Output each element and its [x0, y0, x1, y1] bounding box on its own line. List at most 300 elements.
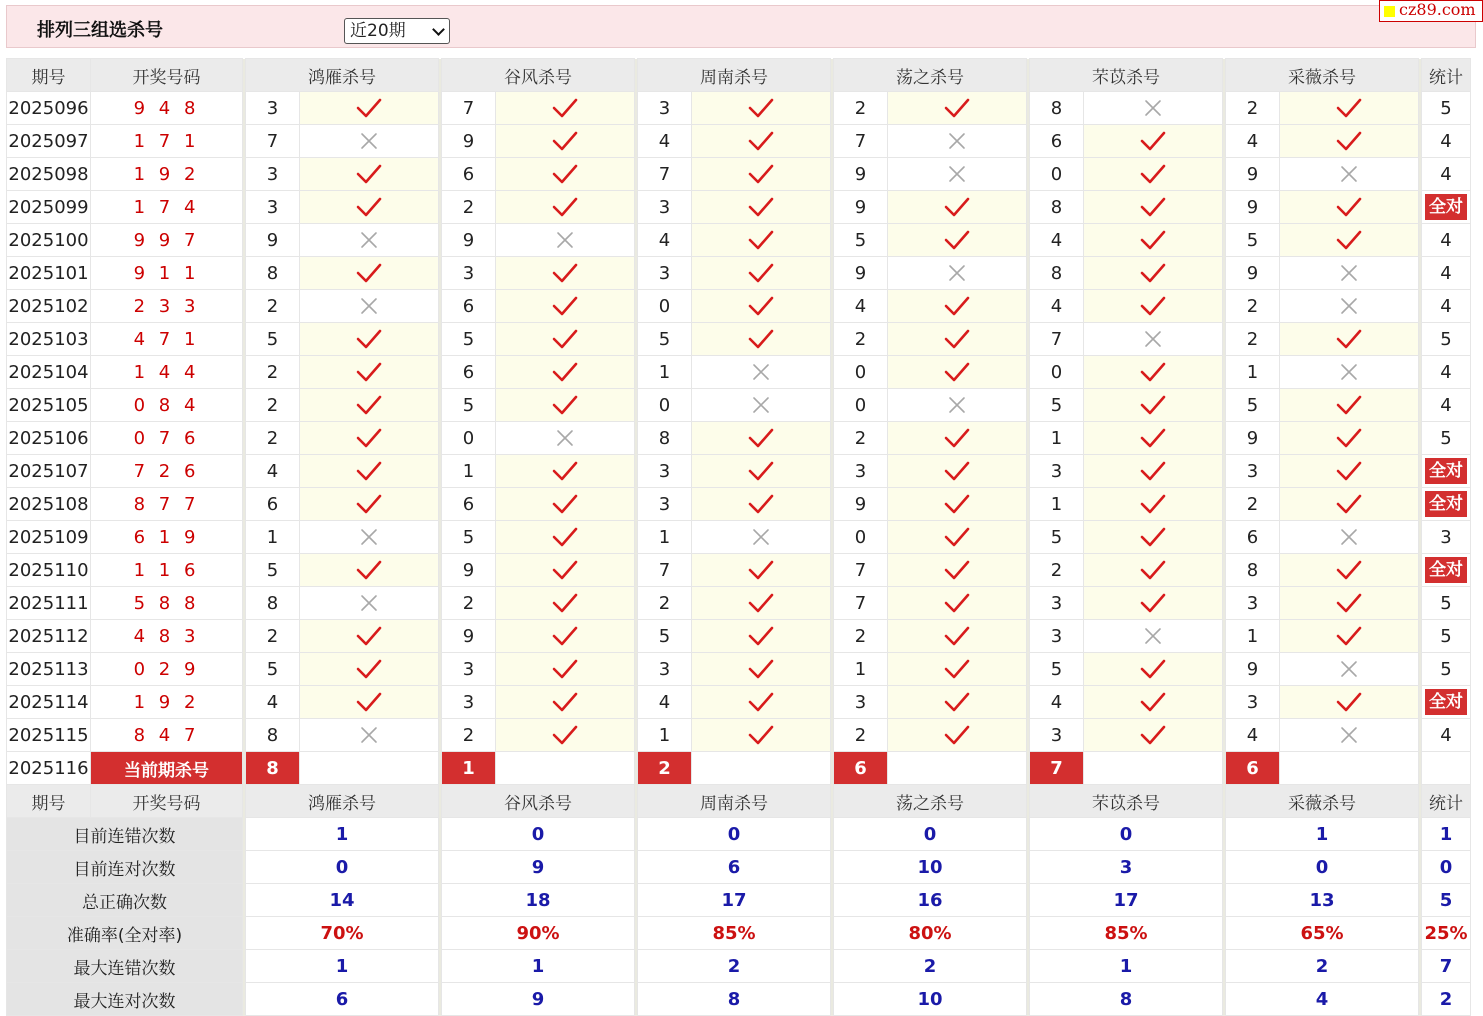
- check-icon: [888, 493, 1026, 515]
- kill-digit-cell: 6: [1226, 521, 1280, 554]
- col-header-number: 开奖号码: [91, 59, 243, 92]
- draw-number-cell: 4 8 3: [91, 620, 243, 653]
- draw-number-cell: 0 8 4: [91, 389, 243, 422]
- table-row: [7, 290, 1471, 323]
- result-cell-wrong: [1084, 620, 1223, 653]
- kill-digit-cell: 2: [638, 587, 692, 620]
- check-icon: [1280, 460, 1418, 482]
- result-cell-correct: [496, 521, 635, 554]
- col-header-expert: 鸿雁杀号: [246, 59, 439, 92]
- cross-icon: [496, 230, 634, 250]
- cross-icon: [300, 527, 438, 547]
- check-icon: [888, 328, 1026, 350]
- summary-value: 0: [246, 851, 439, 884]
- current-issue-row: [7, 752, 1471, 785]
- cross-icon: [1280, 263, 1418, 283]
- title-bar: [6, 5, 1476, 48]
- result-cell-correct: [888, 554, 1027, 587]
- kill-digit-cell: 5: [1226, 224, 1280, 257]
- result-cell-wrong: [888, 389, 1027, 422]
- check-icon: [300, 460, 438, 482]
- kill-digit-cell: 2: [1226, 290, 1280, 323]
- kill-digit-cell: 6: [246, 488, 300, 521]
- result-cell-correct: [1084, 653, 1223, 686]
- issue-cell: 2025107: [7, 455, 91, 488]
- check-icon: [496, 196, 634, 218]
- issue-cell: 2025102: [7, 290, 91, 323]
- check-icon: [496, 361, 634, 383]
- check-icon: [888, 559, 1026, 581]
- logo-square-icon: [1384, 6, 1395, 17]
- kill-digit-cell: 6: [442, 356, 496, 389]
- kill-number-table: [6, 58, 1471, 1016]
- issue-cell: 2025112: [7, 620, 91, 653]
- table-row: [7, 125, 1471, 158]
- summary-stat: 2: [1422, 983, 1471, 1016]
- kill-digit-cell: 4: [1030, 224, 1084, 257]
- kill-digit-cell: 9: [834, 488, 888, 521]
- result-cell-correct: [300, 455, 439, 488]
- result-cell-correct: [496, 257, 635, 290]
- kill-digit-cell: 3: [638, 653, 692, 686]
- result-cell-correct: [496, 356, 635, 389]
- result-cell-correct: [692, 422, 831, 455]
- summary-row: [7, 950, 1471, 983]
- check-icon: [496, 130, 634, 152]
- kill-digit-cell: 2: [246, 422, 300, 455]
- cross-icon: [1280, 296, 1418, 316]
- result-cell-correct: [692, 587, 831, 620]
- current-kill-digit: 8: [246, 752, 300, 785]
- draw-number-cell: 8 4 7: [91, 719, 243, 752]
- check-icon: [1084, 559, 1222, 581]
- stat-cell: 4: [1422, 389, 1471, 422]
- kill-digit-cell: 2: [246, 356, 300, 389]
- result-cell-wrong: [300, 125, 439, 158]
- issue-cell: 2025105: [7, 389, 91, 422]
- issue-cell: 2025098: [7, 158, 91, 191]
- kill-digit-cell: 3: [246, 92, 300, 125]
- result-cell-correct: [1084, 521, 1223, 554]
- period-select-value: 近20期: [350, 21, 406, 41]
- kill-digit-cell: 8: [638, 422, 692, 455]
- kill-digit-cell: 4: [834, 290, 888, 323]
- check-icon: [496, 163, 634, 185]
- result-cell-correct: [692, 224, 831, 257]
- check-icon: [300, 163, 438, 185]
- stat-cell: 5: [1422, 323, 1471, 356]
- all-correct-badge: 全对: [1425, 557, 1467, 583]
- check-icon: [692, 592, 830, 614]
- check-icon: [1280, 592, 1418, 614]
- result-cell-correct: [888, 92, 1027, 125]
- summary-value: 10: [834, 983, 1027, 1016]
- header-row: [7, 785, 1471, 818]
- summary-row: [7, 917, 1471, 950]
- kill-digit-cell: 3: [638, 191, 692, 224]
- current-result-empty: [300, 752, 439, 785]
- result-cell-correct: [1280, 422, 1419, 455]
- result-cell-correct: [496, 125, 635, 158]
- table-row: [7, 224, 1471, 257]
- table-row: [7, 653, 1471, 686]
- draw-number-cell: 6 1 9: [91, 521, 243, 554]
- cross-icon: [300, 131, 438, 151]
- check-icon: [1084, 361, 1222, 383]
- summary-label: 最大连错次数: [7, 950, 243, 983]
- result-cell-correct: [1280, 92, 1419, 125]
- issue-cell: 2025114: [7, 686, 91, 719]
- check-icon: [496, 691, 634, 713]
- check-icon: [692, 130, 830, 152]
- kill-digit-cell: 9: [442, 224, 496, 257]
- check-icon: [888, 526, 1026, 548]
- check-icon: [496, 724, 634, 746]
- result-cell-correct: [692, 92, 831, 125]
- kill-digit-cell: 3: [1030, 455, 1084, 488]
- current-kill-digit: 2: [638, 752, 692, 785]
- summary-label: 目前连错次数: [7, 818, 243, 851]
- stat-cell: 4: [1422, 224, 1471, 257]
- check-icon: [1084, 196, 1222, 218]
- draw-number-cell: 5 8 8: [91, 587, 243, 620]
- check-icon: [692, 229, 830, 251]
- col-header-stat: 统计: [1422, 785, 1471, 818]
- result-cell-correct: [692, 620, 831, 653]
- kill-digit-cell: 2: [834, 620, 888, 653]
- check-icon: [888, 658, 1026, 680]
- all-correct-badge: 全对: [1425, 458, 1467, 484]
- check-icon: [888, 97, 1026, 119]
- col-header-expert: 采薇杀号: [1226, 785, 1419, 818]
- result-cell-correct: [1280, 488, 1419, 521]
- kill-digit-cell: 5: [1030, 389, 1084, 422]
- stat-cell: [1422, 686, 1471, 719]
- result-cell-correct: [300, 422, 439, 455]
- table-row: [7, 356, 1471, 389]
- result-cell-correct: [888, 290, 1027, 323]
- result-cell-correct: [300, 488, 439, 521]
- cross-icon: [1084, 329, 1222, 349]
- kill-digit-cell: 7: [246, 125, 300, 158]
- result-cell-wrong: [300, 719, 439, 752]
- summary-row: [7, 818, 1471, 851]
- check-icon: [888, 295, 1026, 317]
- result-cell-correct: [888, 323, 1027, 356]
- table-row: [7, 323, 1471, 356]
- check-icon: [1084, 130, 1222, 152]
- summary-row: [7, 884, 1471, 917]
- result-cell-correct: [300, 389, 439, 422]
- kill-digit-cell: 3: [1030, 620, 1084, 653]
- summary-value: 1: [246, 950, 439, 983]
- kill-digit-cell: 1: [1226, 620, 1280, 653]
- result-cell-wrong: [888, 158, 1027, 191]
- check-icon: [1280, 559, 1418, 581]
- result-cell-correct: [888, 191, 1027, 224]
- table-row: [7, 422, 1471, 455]
- table-row: [7, 554, 1471, 587]
- kill-digit-cell: 4: [1030, 290, 1084, 323]
- check-icon: [1084, 724, 1222, 746]
- result-cell-wrong: [1280, 158, 1419, 191]
- summary-value: 90%: [442, 917, 635, 950]
- summary-label: 目前连对次数: [7, 851, 243, 884]
- result-cell-correct: [888, 587, 1027, 620]
- kill-digit-cell: 5: [442, 323, 496, 356]
- check-icon: [496, 295, 634, 317]
- current-kill-digit: 6: [1226, 752, 1280, 785]
- kill-digit-cell: 4: [246, 686, 300, 719]
- summary-stat: 0: [1422, 851, 1471, 884]
- summary-label: 总正确次数: [7, 884, 243, 917]
- check-icon: [1084, 427, 1222, 449]
- summary-label: 准确率(全对率): [7, 917, 243, 950]
- summary-value: 18: [442, 884, 635, 917]
- stat-cell: 3: [1422, 521, 1471, 554]
- issue-cell: 2025113: [7, 653, 91, 686]
- summary-value: 4: [1226, 983, 1419, 1016]
- kill-digit-cell: 8: [246, 257, 300, 290]
- stat-cell: 4: [1422, 719, 1471, 752]
- check-icon: [1280, 427, 1418, 449]
- kill-digit-cell: 6: [1030, 125, 1084, 158]
- check-icon: [1084, 262, 1222, 284]
- table-row: [7, 587, 1471, 620]
- stat-cell: [1422, 488, 1471, 521]
- cross-icon: [1280, 164, 1418, 184]
- kill-digit-cell: 2: [834, 323, 888, 356]
- col-header-expert: 谷风杀号: [442, 59, 635, 92]
- kill-digit-cell: 9: [834, 257, 888, 290]
- kill-digit-cell: 3: [442, 686, 496, 719]
- kill-digit-cell: 7: [638, 554, 692, 587]
- result-cell-correct: [1084, 290, 1223, 323]
- kill-digit-cell: 2: [834, 92, 888, 125]
- col-header-expert: 周南杀号: [638, 785, 831, 818]
- stat-cell: [1422, 191, 1471, 224]
- result-cell-correct: [888, 521, 1027, 554]
- issue-cell: 2025115: [7, 719, 91, 752]
- kill-digit-cell: 5: [246, 554, 300, 587]
- result-cell-correct: [1084, 389, 1223, 422]
- cross-icon: [1280, 362, 1418, 382]
- stat-cell: 5: [1422, 92, 1471, 125]
- draw-number-cell: 9 4 8: [91, 92, 243, 125]
- check-icon: [496, 625, 634, 647]
- summary-value: 0: [1030, 818, 1223, 851]
- stat-cell: 5: [1422, 587, 1471, 620]
- result-cell-correct: [1280, 389, 1419, 422]
- table-row: [7, 488, 1471, 521]
- site-logo[interactable]: [1379, 0, 1483, 22]
- summary-value: 1: [1030, 950, 1223, 983]
- cross-icon: [692, 527, 830, 547]
- kill-digit-cell: 1: [638, 356, 692, 389]
- result-cell-wrong: [1280, 290, 1419, 323]
- summary-value: 80%: [834, 917, 1027, 950]
- result-cell-wrong: [300, 224, 439, 257]
- check-icon: [692, 262, 830, 284]
- stat-cell: 5: [1422, 422, 1471, 455]
- stat-cell: 4: [1422, 158, 1471, 191]
- kill-digit-cell: 5: [1226, 389, 1280, 422]
- check-icon: [496, 493, 634, 515]
- kill-digit-cell: 5: [638, 620, 692, 653]
- result-cell-correct: [300, 92, 439, 125]
- summary-value: 0: [1226, 851, 1419, 884]
- summary-value: 0: [638, 818, 831, 851]
- site-logo-text: cz89.com: [1399, 0, 1476, 19]
- check-icon: [888, 427, 1026, 449]
- kill-digit-cell: 0: [834, 356, 888, 389]
- kill-digit-cell: 4: [1226, 125, 1280, 158]
- check-icon: [1280, 691, 1418, 713]
- check-icon: [496, 460, 634, 482]
- check-icon: [300, 625, 438, 647]
- check-icon: [888, 460, 1026, 482]
- check-icon: [692, 691, 830, 713]
- check-icon: [692, 460, 830, 482]
- kill-digit-cell: 7: [638, 158, 692, 191]
- current-result-empty: [888, 752, 1027, 785]
- result-cell-correct: [1084, 158, 1223, 191]
- issue-cell: 2025111: [7, 587, 91, 620]
- kill-digit-cell: 4: [246, 455, 300, 488]
- summary-value: 2: [638, 950, 831, 983]
- kill-digit-cell: 4: [1030, 686, 1084, 719]
- issue-cell: 2025110: [7, 554, 91, 587]
- summary-value: 13: [1226, 884, 1419, 917]
- summary-value: 9: [442, 983, 635, 1016]
- kill-digit-cell: 9: [1226, 653, 1280, 686]
- result-cell-correct: [1084, 125, 1223, 158]
- kill-digit-cell: 3: [1226, 686, 1280, 719]
- cross-icon: [300, 593, 438, 613]
- kill-digit-cell: 9: [834, 191, 888, 224]
- kill-digit-cell: 7: [442, 92, 496, 125]
- kill-digit-cell: 9: [442, 620, 496, 653]
- result-cell-correct: [1280, 323, 1419, 356]
- kill-digit-cell: 2: [246, 290, 300, 323]
- result-cell-correct: [1280, 125, 1419, 158]
- draw-number-cell: 4 7 1: [91, 323, 243, 356]
- cross-icon: [888, 395, 1026, 415]
- kill-digit-cell: 2: [442, 719, 496, 752]
- kill-digit-cell: 1: [442, 455, 496, 488]
- result-cell-wrong: [1280, 356, 1419, 389]
- cross-icon: [888, 131, 1026, 151]
- current-kill-label: 当前期杀号: [91, 752, 243, 785]
- cross-icon: [692, 395, 830, 415]
- kill-digit-cell: 3: [246, 191, 300, 224]
- col-header-issue: 期号: [7, 785, 91, 818]
- check-icon: [888, 724, 1026, 746]
- cross-icon: [692, 362, 830, 382]
- kill-digit-cell: 3: [442, 653, 496, 686]
- draw-number-cell: 1 1 6: [91, 554, 243, 587]
- issue-cell: 2025104: [7, 356, 91, 389]
- kill-digit-cell: 0: [834, 389, 888, 422]
- draw-number-cell: 0 7 6: [91, 422, 243, 455]
- result-cell-correct: [496, 686, 635, 719]
- check-icon: [692, 97, 830, 119]
- kill-digit-cell: 1: [1226, 356, 1280, 389]
- check-icon: [1084, 592, 1222, 614]
- table-row: [7, 620, 1471, 653]
- kill-digit-cell: 3: [1226, 587, 1280, 620]
- result-cell-correct: [496, 290, 635, 323]
- current-kill-digit: 7: [1030, 752, 1084, 785]
- result-cell-wrong: [1280, 653, 1419, 686]
- kill-digit-cell: 5: [442, 521, 496, 554]
- check-icon: [496, 658, 634, 680]
- summary-value: 6: [246, 983, 439, 1016]
- kill-digit-cell: 0: [1030, 356, 1084, 389]
- check-icon: [300, 328, 438, 350]
- period-select[interactable]: [344, 18, 450, 44]
- result-cell-correct: [1280, 224, 1419, 257]
- check-icon: [300, 427, 438, 449]
- issue-cell: 2025097: [7, 125, 91, 158]
- kill-digit-cell: 2: [442, 587, 496, 620]
- all-correct-badge: 全对: [1425, 491, 1467, 517]
- kill-digit-cell: 5: [834, 224, 888, 257]
- result-cell-correct: [496, 92, 635, 125]
- summary-stat: 5: [1422, 884, 1471, 917]
- summary-row: [7, 983, 1471, 1016]
- draw-number-cell: 2 3 3: [91, 290, 243, 323]
- kill-digit-cell: 6: [442, 488, 496, 521]
- summary-value: 10: [834, 851, 1027, 884]
- table-row: [7, 686, 1471, 719]
- kill-digit-cell: 8: [1030, 92, 1084, 125]
- result-cell-wrong: [888, 125, 1027, 158]
- check-icon: [496, 97, 634, 119]
- kill-digit-cell: 3: [638, 455, 692, 488]
- result-cell-correct: [300, 653, 439, 686]
- summary-value: 6: [638, 851, 831, 884]
- check-icon: [300, 658, 438, 680]
- check-icon: [692, 658, 830, 680]
- check-icon: [692, 328, 830, 350]
- stat-cell: [1422, 455, 1471, 488]
- result-cell-correct: [1280, 686, 1419, 719]
- result-cell-wrong: [1084, 92, 1223, 125]
- check-icon: [888, 625, 1026, 647]
- result-cell-correct: [1280, 191, 1419, 224]
- check-icon: [692, 295, 830, 317]
- result-cell-correct: [300, 158, 439, 191]
- result-cell-correct: [692, 158, 831, 191]
- summary-value: 8: [1030, 983, 1223, 1016]
- kill-digit-cell: 9: [246, 224, 300, 257]
- check-icon: [1280, 229, 1418, 251]
- summary-value: 17: [638, 884, 831, 917]
- kill-digit-cell: 2: [834, 422, 888, 455]
- check-icon: [692, 724, 830, 746]
- check-icon: [692, 559, 830, 581]
- result-cell-correct: [300, 356, 439, 389]
- result-cell-correct: [1084, 191, 1223, 224]
- kill-digit-cell: 2: [834, 719, 888, 752]
- result-cell-correct: [496, 455, 635, 488]
- kill-digit-cell: 3: [442, 257, 496, 290]
- check-icon: [888, 691, 1026, 713]
- kill-digit-cell: 3: [1030, 719, 1084, 752]
- kill-digit-cell: 7: [834, 587, 888, 620]
- result-cell-correct: [300, 323, 439, 356]
